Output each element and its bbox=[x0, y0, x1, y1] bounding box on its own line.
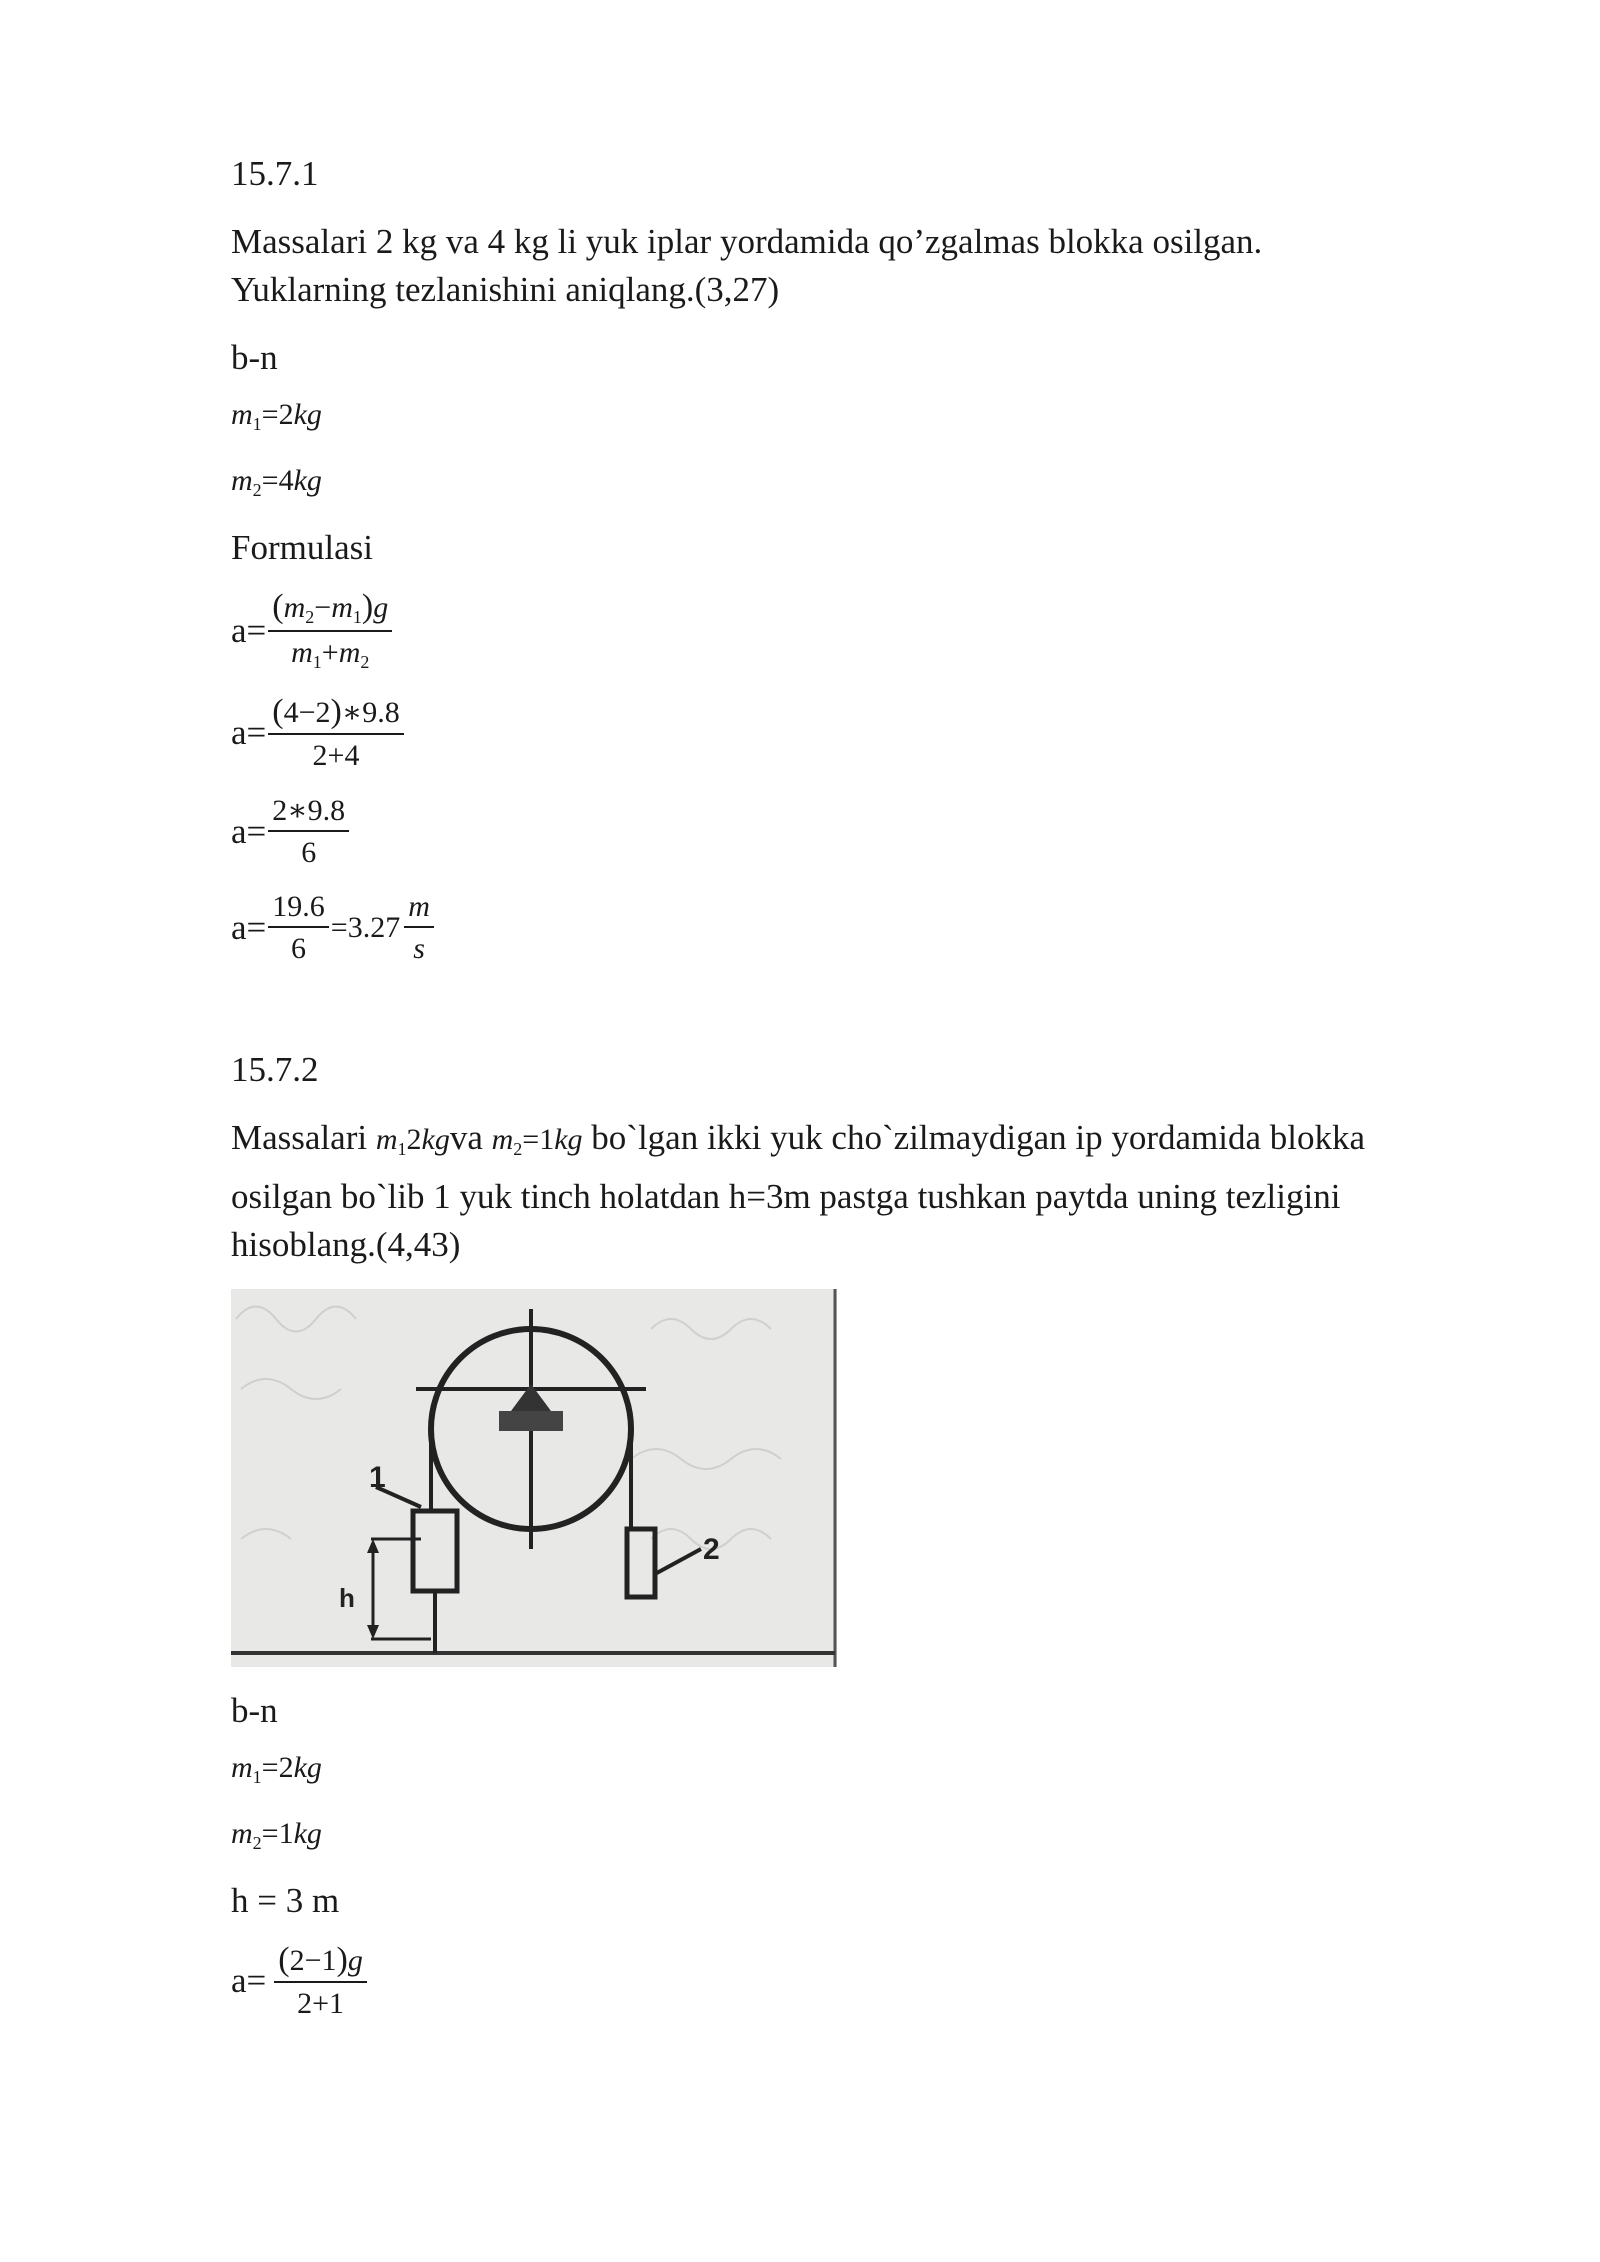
fraction: $\frac{(m_2-m_1)g}{m_1+m_2}$ bbox=[268, 588, 392, 673]
given-h: h = 3 m bbox=[231, 1881, 340, 1920]
statement-line: Yuklarning tezlanishini aniqlang.(3,27) bbox=[231, 270, 780, 309]
formula-general: a= $\frac{(m_2-m_1)g}{m_1+m_2}$ bbox=[231, 588, 1531, 673]
statement-line: osilgan bo`lib 1 yuk tinch holatdan h=3m pastga tushkan paytda uning tezligini bbox=[231, 1177, 1341, 1216]
svg-text:2: 2 bbox=[703, 1533, 720, 1566]
problem-number: 15.7.1 bbox=[231, 154, 319, 193]
svg-text:h: h bbox=[339, 1583, 355, 1613]
fraction: $\frac{2∗9.8}{6}$ bbox=[268, 793, 349, 870]
given-label: b-n bbox=[231, 1691, 278, 1730]
unit-fraction: $\frac{m}{s}$ bbox=[404, 890, 434, 966]
given-m1: $m_1=2kg$ bbox=[231, 398, 322, 434]
pulley-diagram bbox=[231, 1289, 837, 1667]
problem-statement bbox=[231, 218, 1531, 314]
formula-simplified: a= $\frac{2∗9.8}{6}$ bbox=[231, 793, 1531, 870]
inline-m1: $m_12kg$ bbox=[375, 1123, 450, 1159]
statement-line: hisoblang.(4,43) bbox=[231, 1225, 461, 1264]
fraction: $\frac{(2-1)g}{2+1}$ bbox=[274, 1941, 367, 2021]
problem-statement: Massalari $m_12kgva$ $m_2=1kg$ bo`lgan ikki yuk cho`zilmaydigan ip yordamida blokka osilgan bo`lib 1 yuk tinch holatdan h=3m pastga tushkan paytda uning tezligini hisoblang.(4,43) bbox=[231, 1118, 1366, 1264]
given-label: b-n bbox=[231, 338, 278, 377]
fraction: $\frac{19.6}{6}$ bbox=[268, 890, 329, 966]
svg-text:1: 1 bbox=[369, 1461, 386, 1494]
given-m2: $m_2=4kg$ bbox=[231, 464, 322, 500]
problem-2 bbox=[231, 1046, 1531, 2021]
formula-substituted: a= $\frac{(4-2)∗9.8}{2+4}$ bbox=[231, 693, 1531, 773]
formula-acceleration: a= $\frac{(2-1)g}{2+1}$ bbox=[231, 1941, 1531, 2021]
statement-line: Massalari 2 kg va 4 kg li yuk iplar yordamida qo’zgalmas blokka osilgan. bbox=[231, 222, 1263, 261]
given-m2: $m_2=1kg$ bbox=[231, 1817, 322, 1853]
document-page bbox=[231, 150, 1531, 2021]
problem-1 bbox=[231, 150, 1531, 966]
given-m1: $m_1=2kg$ bbox=[231, 1751, 322, 1787]
formula-result: a= $\frac{19.6}{6}$ =3.27 $\frac{m}{s}$ bbox=[231, 890, 1531, 966]
formula-label: Formulasi bbox=[231, 528, 373, 567]
problem-number: 15.7.2 bbox=[231, 1050, 319, 1089]
fraction: $\frac{(4-2)∗9.8}{2+4}$ bbox=[268, 693, 403, 773]
pulley-figure bbox=[231, 1289, 837, 1667]
result-value: =3.27 bbox=[330, 911, 401, 944]
inline-m2: $m_2=1kg$ bbox=[491, 1123, 583, 1159]
